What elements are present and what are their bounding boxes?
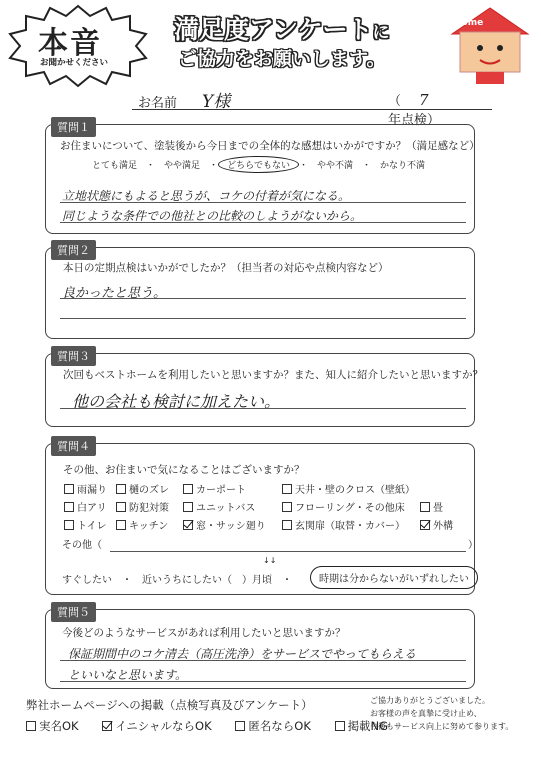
question-1-tag: 質問１ bbox=[51, 117, 96, 137]
question-1-answer-2: 同じような条件での他社との比較のしようがないから。 bbox=[62, 209, 363, 223]
question-2-text: 本日の定期点検はいかがでしたか？（担当者の対応や点検内容など） bbox=[63, 262, 389, 274]
badge-main-text: 本音 bbox=[38, 26, 102, 61]
checkbox-toilet[interactable]: トイレ bbox=[64, 517, 107, 532]
question-5-tag: 質問５ bbox=[51, 602, 96, 622]
question-1-answer-1: 立地状態にもよると思うが、コケの付着が気になる。 bbox=[62, 189, 351, 203]
survey-subtitle: ご協力をお願いします。 bbox=[178, 48, 386, 70]
checkbox-kitchen[interactable]: キッチン bbox=[116, 517, 168, 532]
name-label: お名前 bbox=[138, 96, 178, 111]
company-logo: Best Home bbox=[454, 8, 484, 28]
checkbox-tatami[interactable]: 畳 bbox=[420, 499, 443, 514]
name-value: Y様 bbox=[202, 92, 231, 112]
publish-initials[interactable]: イニシャルならOK bbox=[102, 719, 221, 733]
publication-options bbox=[26, 718, 408, 734]
header bbox=[0, 0, 541, 90]
question-3-answer: 他の会社も検討に加えたい。 bbox=[72, 392, 281, 411]
checkbox-leak[interactable]: 雨漏り bbox=[64, 481, 107, 496]
checkbox-security[interactable]: 防犯対策 bbox=[116, 499, 169, 514]
question-2-tag: 質問２ bbox=[51, 240, 96, 260]
timing-unknown-selected[interactable]: 時期は分からないがいずれしたい bbox=[310, 566, 478, 589]
answer-line bbox=[60, 298, 466, 299]
checkbox-termite[interactable]: 白アリ bbox=[64, 499, 107, 514]
answer-line bbox=[60, 681, 466, 682]
inspection-year: （ 7年点検） bbox=[388, 91, 441, 128]
question-5-text: 今後どのようなサービスがあれば利用したいと思いますか？ bbox=[62, 627, 346, 639]
question-4-tag: 質問４ bbox=[51, 436, 96, 456]
checkbox-bath[interactable]: ユニットバス bbox=[183, 499, 255, 514]
timing-now[interactable]: すぐしたい ・ bbox=[62, 575, 132, 586]
checkbox-exterior[interactable]: 外構 bbox=[420, 517, 453, 532]
checkbox-flooring[interactable]: フローリング・その他床 bbox=[282, 499, 405, 514]
publish-real-name[interactable]: 実名OK bbox=[26, 719, 89, 733]
publish-ng[interactable]: 掲載NG bbox=[335, 719, 399, 733]
question-3-text: 次回もベストホームを利用したいと思いますか？また、知人に紹介したいと思いますか？ bbox=[63, 369, 483, 381]
timing-marks: ↓↓ bbox=[263, 556, 277, 565]
question-5-answer-1: 保証期間中のコケ清去（高圧洗浄）をサービスでやってもらえる bbox=[68, 647, 417, 661]
publish-anonymous[interactable]: 匿名ならOK bbox=[235, 719, 321, 733]
selected-option: どちらでもない bbox=[218, 156, 299, 173]
publication-title: 弊社ホームページへの掲載（点検写真及びアンケート） bbox=[26, 698, 313, 712]
answer-line bbox=[60, 408, 466, 409]
checkbox-ceiling-wall[interactable]: 天井・壁のクロス（壁紙） bbox=[282, 481, 415, 496]
survey-title: 満足度アンケートに bbox=[174, 15, 390, 44]
checkbox-carport[interactable]: カーポート bbox=[183, 481, 246, 496]
customer-name-row bbox=[132, 88, 492, 128]
question-1-text: お住まいについて、塗装後から今日までの全体的な感想はいかがですか？（満足感など） bbox=[60, 140, 480, 152]
checkbox-entrance[interactable]: 玄関扉（取替・カバー） bbox=[282, 517, 405, 532]
checkbox-gutter[interactable]: 樋のズレ bbox=[116, 481, 169, 496]
other-field-line[interactable] bbox=[110, 551, 466, 552]
other-field-label: その他（ bbox=[62, 540, 102, 551]
question-2-answer: 良かったと思う。 bbox=[62, 286, 167, 301]
question-3-tag: 質問３ bbox=[51, 346, 96, 366]
answer-line bbox=[60, 202, 466, 203]
question-4-text: その他、お住まいで気になることはございますか？ bbox=[63, 464, 305, 476]
other-field-close: ） bbox=[468, 540, 478, 551]
satisfaction-options: とても満足 ・ やや満足 ・ どちらでもない ・ やや不満 ・ かなり不満 bbox=[92, 156, 425, 173]
answer-line bbox=[60, 318, 466, 319]
answer-line bbox=[60, 660, 466, 661]
checkbox-window[interactable]: 窓・サッシ廻り bbox=[183, 517, 266, 532]
question-5-answer-2: といいなと思います。 bbox=[68, 668, 188, 682]
timing-soon[interactable]: 近いうちにしたい（ ）月頃 ・ bbox=[142, 575, 292, 586]
badge-sub-text: お聞かせください bbox=[40, 58, 109, 68]
thanks-message: ご協力ありがとうございました。 お客様の声を真摯に受け止め、 今後もサービス向上に努めて参ります。 bbox=[370, 696, 514, 731]
answer-line bbox=[60, 222, 466, 223]
